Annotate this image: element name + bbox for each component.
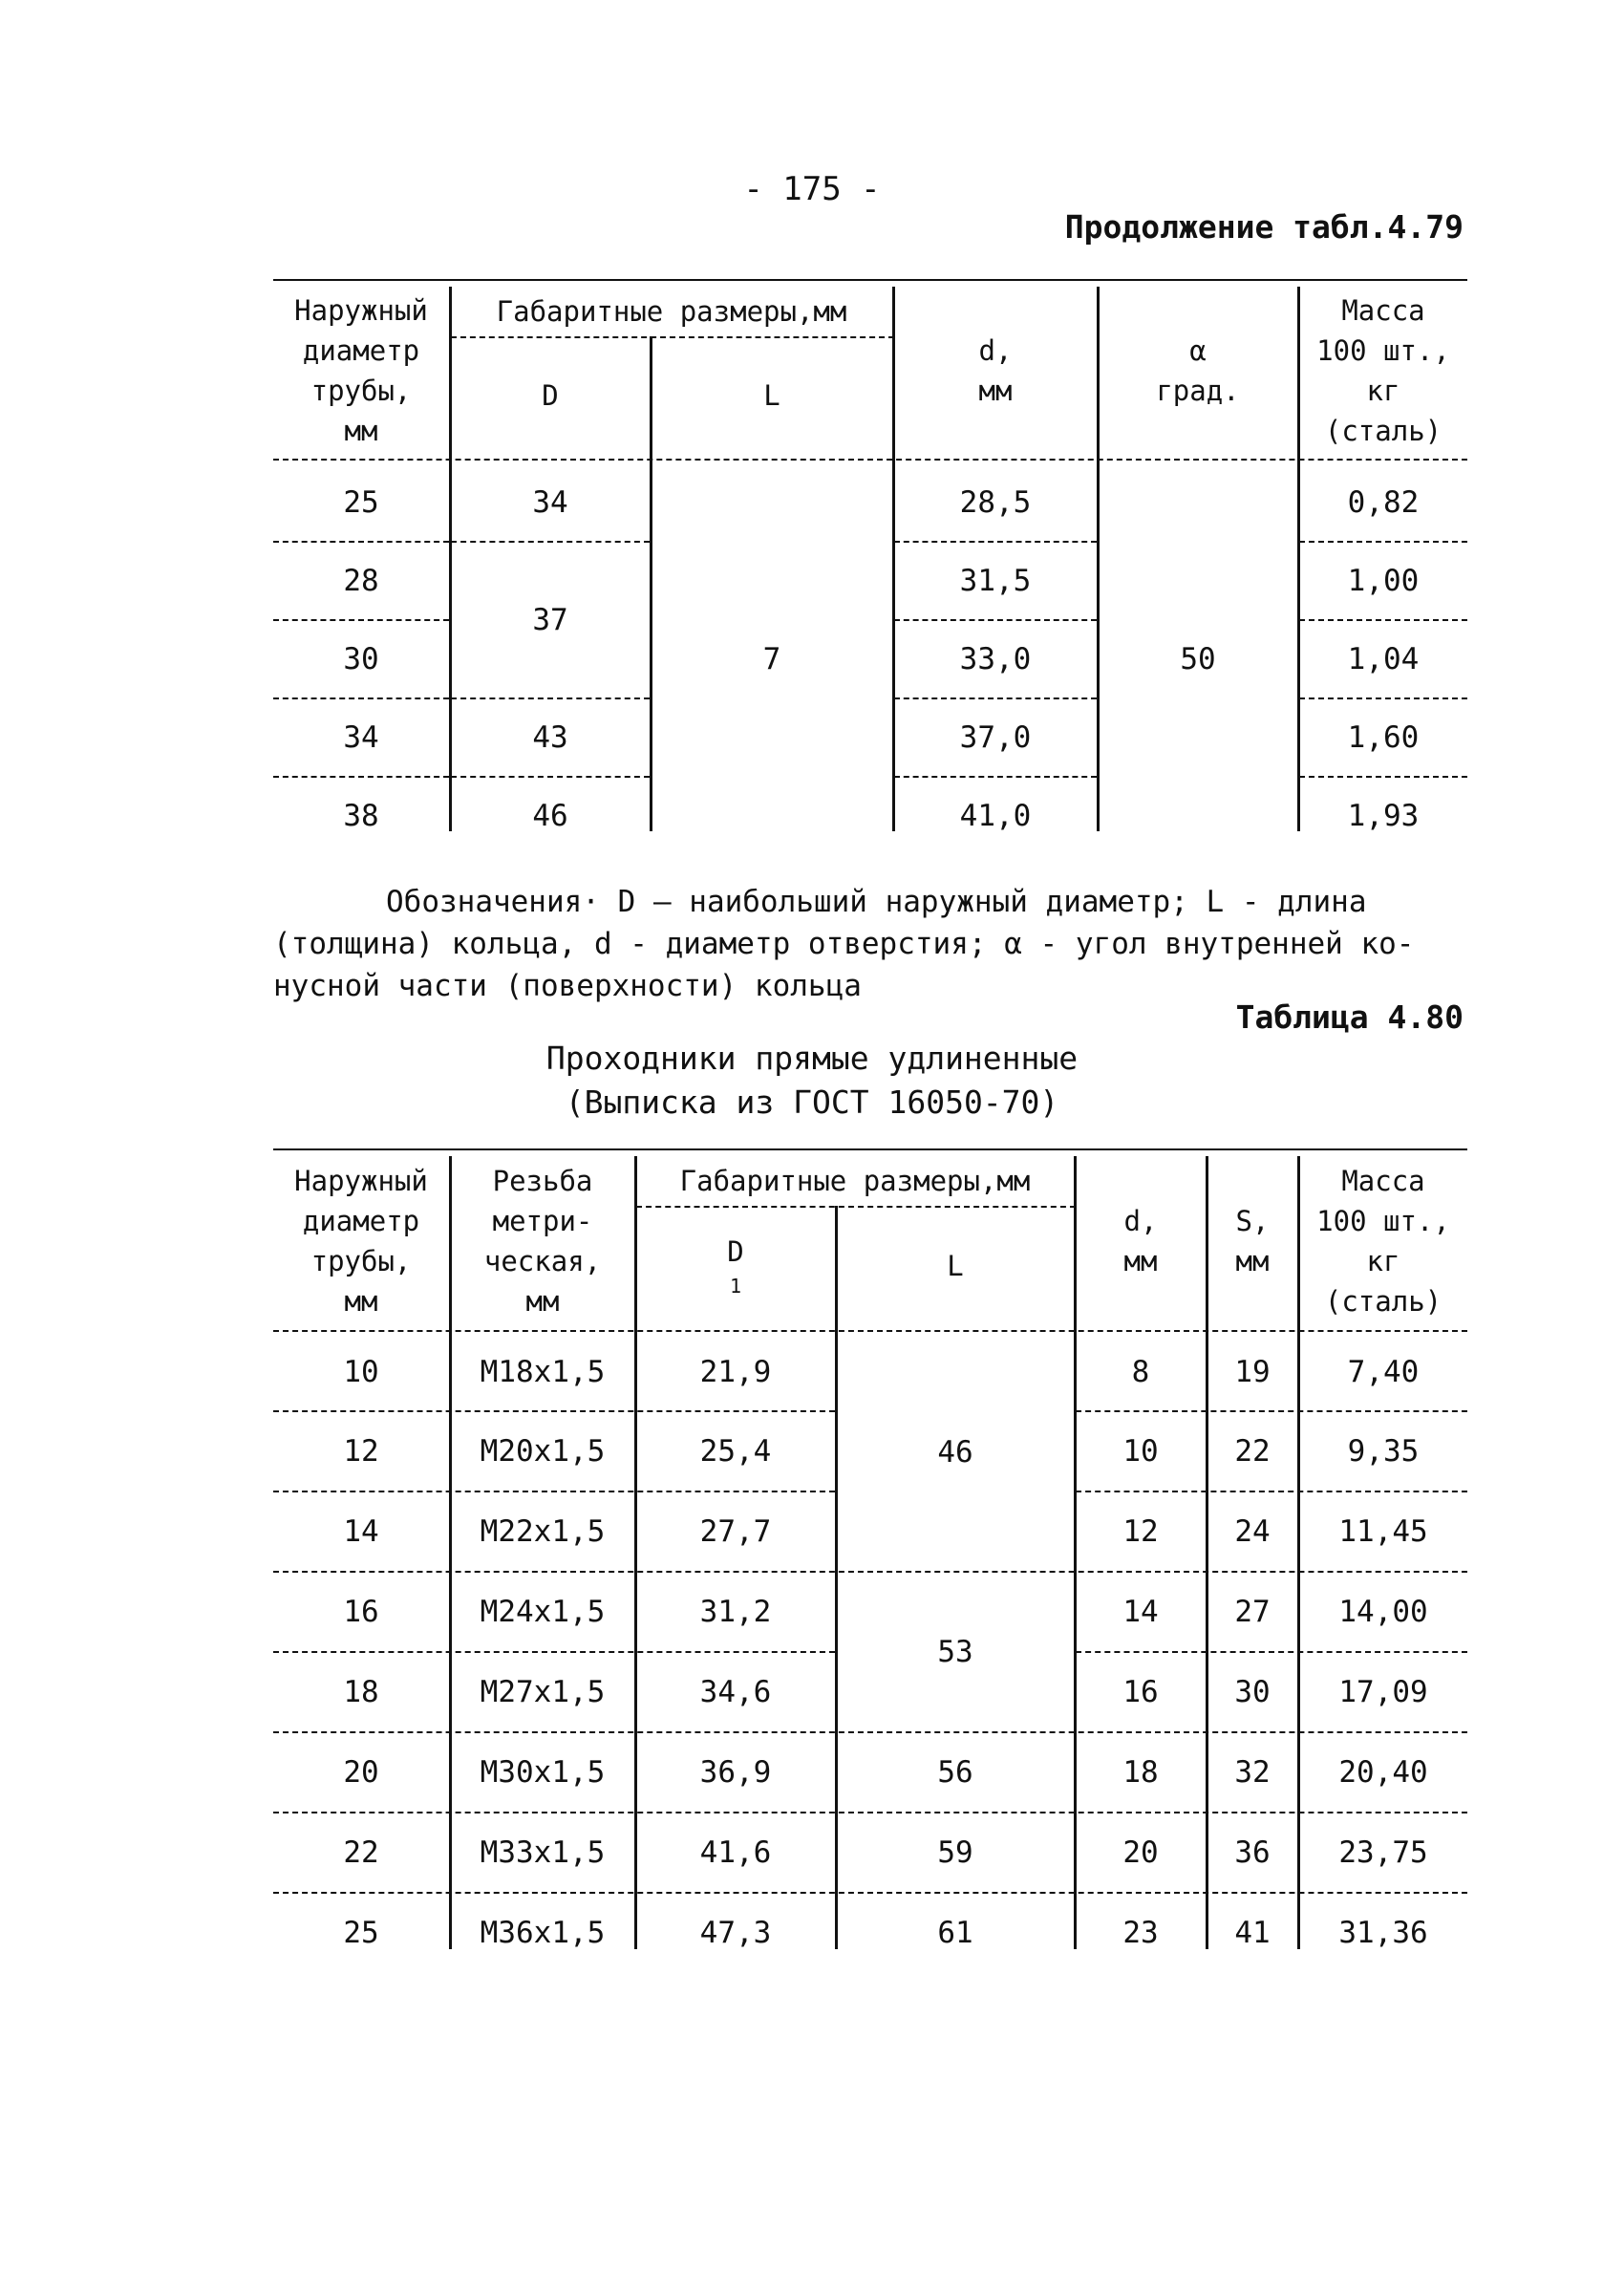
table2-cell: 41,6 xyxy=(699,1835,772,1870)
table2-cell: 20 xyxy=(343,1754,379,1790)
table1-cell: 1,93 xyxy=(1347,798,1420,833)
table2-header-D1: D 1 xyxy=(727,1235,744,1298)
table2-cell: 16 xyxy=(343,1594,379,1629)
table1-header-mass: Масса 100 шт., кг (сталь) xyxy=(1316,293,1450,448)
table2-header-overall-group: Габаритные размеры,мм xyxy=(679,1164,1031,1197)
table1-cell: 41,0 xyxy=(959,798,1032,833)
note-line: нусной части (поверхности) кольца xyxy=(273,969,862,1003)
table1-cell: 33,0 xyxy=(959,641,1032,676)
table1-cell: 1,00 xyxy=(1347,563,1420,598)
table2-cell: M20x1,5 xyxy=(480,1433,606,1469)
table2-cell: M36x1,5 xyxy=(480,1915,606,1950)
table2-cell: 30 xyxy=(1234,1674,1271,1709)
table2-cell: 16 xyxy=(1122,1674,1159,1709)
table1-cell: 25 xyxy=(343,484,379,520)
table2-cell: 22 xyxy=(343,1835,379,1870)
table2-cell: 19 xyxy=(1234,1354,1271,1389)
page-number: - 175 - xyxy=(743,170,881,208)
table2-cell: M33x1,5 xyxy=(480,1835,606,1870)
table1-header-d: d, мм xyxy=(978,333,1013,407)
table2-cell: M22x1,5 xyxy=(480,1513,606,1549)
table2-cell: 23 xyxy=(1122,1915,1159,1950)
table2-header-d: d, мм xyxy=(1123,1204,1158,1277)
table1-cell: 50 xyxy=(1180,641,1216,676)
table1-cell: 31,5 xyxy=(959,563,1032,598)
table1-cell: 38 xyxy=(343,798,379,833)
table2-cell: 27,7 xyxy=(699,1513,772,1549)
table2-cell: 12 xyxy=(1122,1513,1159,1549)
table2-cell: M24x1,5 xyxy=(480,1594,606,1629)
table1-header-outer-diameter: Наружный диаметр трубы, мм xyxy=(294,293,428,448)
table1-cell: 46 xyxy=(532,798,568,833)
table1-cell: 1,60 xyxy=(1347,719,1420,755)
table1-header-alpha: α град. xyxy=(1156,333,1240,407)
note-line: (толщина) кольца, d - диаметр отверстия; α - угол внутренней ко- xyxy=(273,927,1415,961)
note-line: Обозначения· D – наибольший наружный диаметр; L - длина xyxy=(386,885,1367,919)
table2-top-rule xyxy=(273,1148,1467,1150)
table2-cell: 24 xyxy=(1234,1513,1271,1549)
table1-cell: 34 xyxy=(532,484,568,520)
table2-cell: 14 xyxy=(343,1513,379,1549)
table2-cell: 22 xyxy=(1234,1433,1271,1469)
table1-cell: 28,5 xyxy=(959,484,1032,520)
table2-cell: 53 xyxy=(937,1634,973,1669)
table1-header-D: D xyxy=(542,378,559,412)
table2-cell: 25,4 xyxy=(699,1433,772,1469)
table2-cell: M30x1,5 xyxy=(480,1754,606,1790)
table2-cell: 36 xyxy=(1234,1835,1271,1870)
table2-header-S: S, мм xyxy=(1235,1204,1270,1277)
table2-cell: 23,75 xyxy=(1338,1835,1428,1870)
table1-cell: 0,82 xyxy=(1347,484,1420,520)
table2-cell: 41 xyxy=(1234,1915,1271,1950)
table1-cell: 1,04 xyxy=(1347,641,1420,676)
table2-cell: 36,9 xyxy=(699,1754,772,1790)
table1-cell: 34 xyxy=(343,719,379,755)
table2-cell: 31,2 xyxy=(699,1594,772,1629)
table2-header-L: L xyxy=(947,1249,964,1282)
table2-cell: 46 xyxy=(937,1434,973,1470)
table2-cell: 21,9 xyxy=(699,1354,772,1389)
table2-title xyxy=(0,1037,1624,1125)
table2-cell: 10 xyxy=(343,1354,379,1389)
table2-cell: 11,45 xyxy=(1338,1513,1428,1549)
table1-cell: 7 xyxy=(762,641,781,676)
table2-cell: 12 xyxy=(343,1433,379,1469)
table2-cell: 56 xyxy=(937,1754,973,1790)
table1-header-overall-group: Габаритные размеры,мм xyxy=(496,294,847,328)
table2-cell: 10 xyxy=(1122,1433,1159,1469)
table1-cell: 28 xyxy=(343,563,379,598)
table2-cell: M18x1,5 xyxy=(480,1354,606,1389)
table2-header-outer-diameter: Наружный диаметр трубы, мм xyxy=(294,1164,428,1319)
table2-cell: 18 xyxy=(1122,1754,1159,1790)
table2-cell: 27 xyxy=(1234,1594,1271,1629)
table2-cell: 18 xyxy=(343,1674,379,1709)
table2-label: Таблица 4.80 xyxy=(1235,998,1464,1036)
table2-cell: 25 xyxy=(343,1915,379,1950)
table2-cell: 17,09 xyxy=(1338,1674,1428,1709)
table1-cell: 30 xyxy=(343,641,379,676)
table2-cell: 59 xyxy=(937,1835,973,1870)
table2-cell: 61 xyxy=(937,1915,973,1950)
table2-cell: 7,40 xyxy=(1347,1354,1420,1389)
table2-cell: 31,36 xyxy=(1338,1915,1428,1950)
table2-title-line: Проходники прямые удлиненные xyxy=(545,1040,1079,1077)
table1-cell: 43 xyxy=(532,719,568,755)
table2-cell: 32 xyxy=(1234,1754,1271,1790)
table2-cell: 14,00 xyxy=(1338,1594,1428,1629)
table1-header-L: L xyxy=(763,378,780,412)
table1-top-rule xyxy=(273,279,1467,281)
table2-cell: 20 xyxy=(1122,1835,1159,1870)
table2-cell: 20,40 xyxy=(1338,1754,1428,1790)
table2-cell: M27x1,5 xyxy=(480,1674,606,1709)
table1-header-rule xyxy=(273,459,1467,461)
continuation-label: Продолжение табл.4.79 xyxy=(1064,208,1464,246)
table2-title-line: (Выписка из ГОСТ 16050-70) xyxy=(565,1084,1059,1121)
table2-cell: 47,3 xyxy=(699,1915,772,1950)
table2-cell: 34,6 xyxy=(699,1674,772,1709)
table2-cell: 14 xyxy=(1122,1594,1159,1629)
table2-cell: 8 xyxy=(1131,1354,1150,1389)
designations-note xyxy=(273,881,1458,1007)
table1-cell: 37,0 xyxy=(959,719,1032,755)
table2-header-mass: Масса 100 шт., кг (сталь) xyxy=(1316,1164,1450,1319)
table2-header-thread: Резьба метри- ческая, мм xyxy=(483,1164,602,1319)
table2-header-rule xyxy=(273,1330,1467,1332)
table2-cell: 9,35 xyxy=(1347,1433,1420,1469)
table1-cell: 37 xyxy=(532,602,568,637)
